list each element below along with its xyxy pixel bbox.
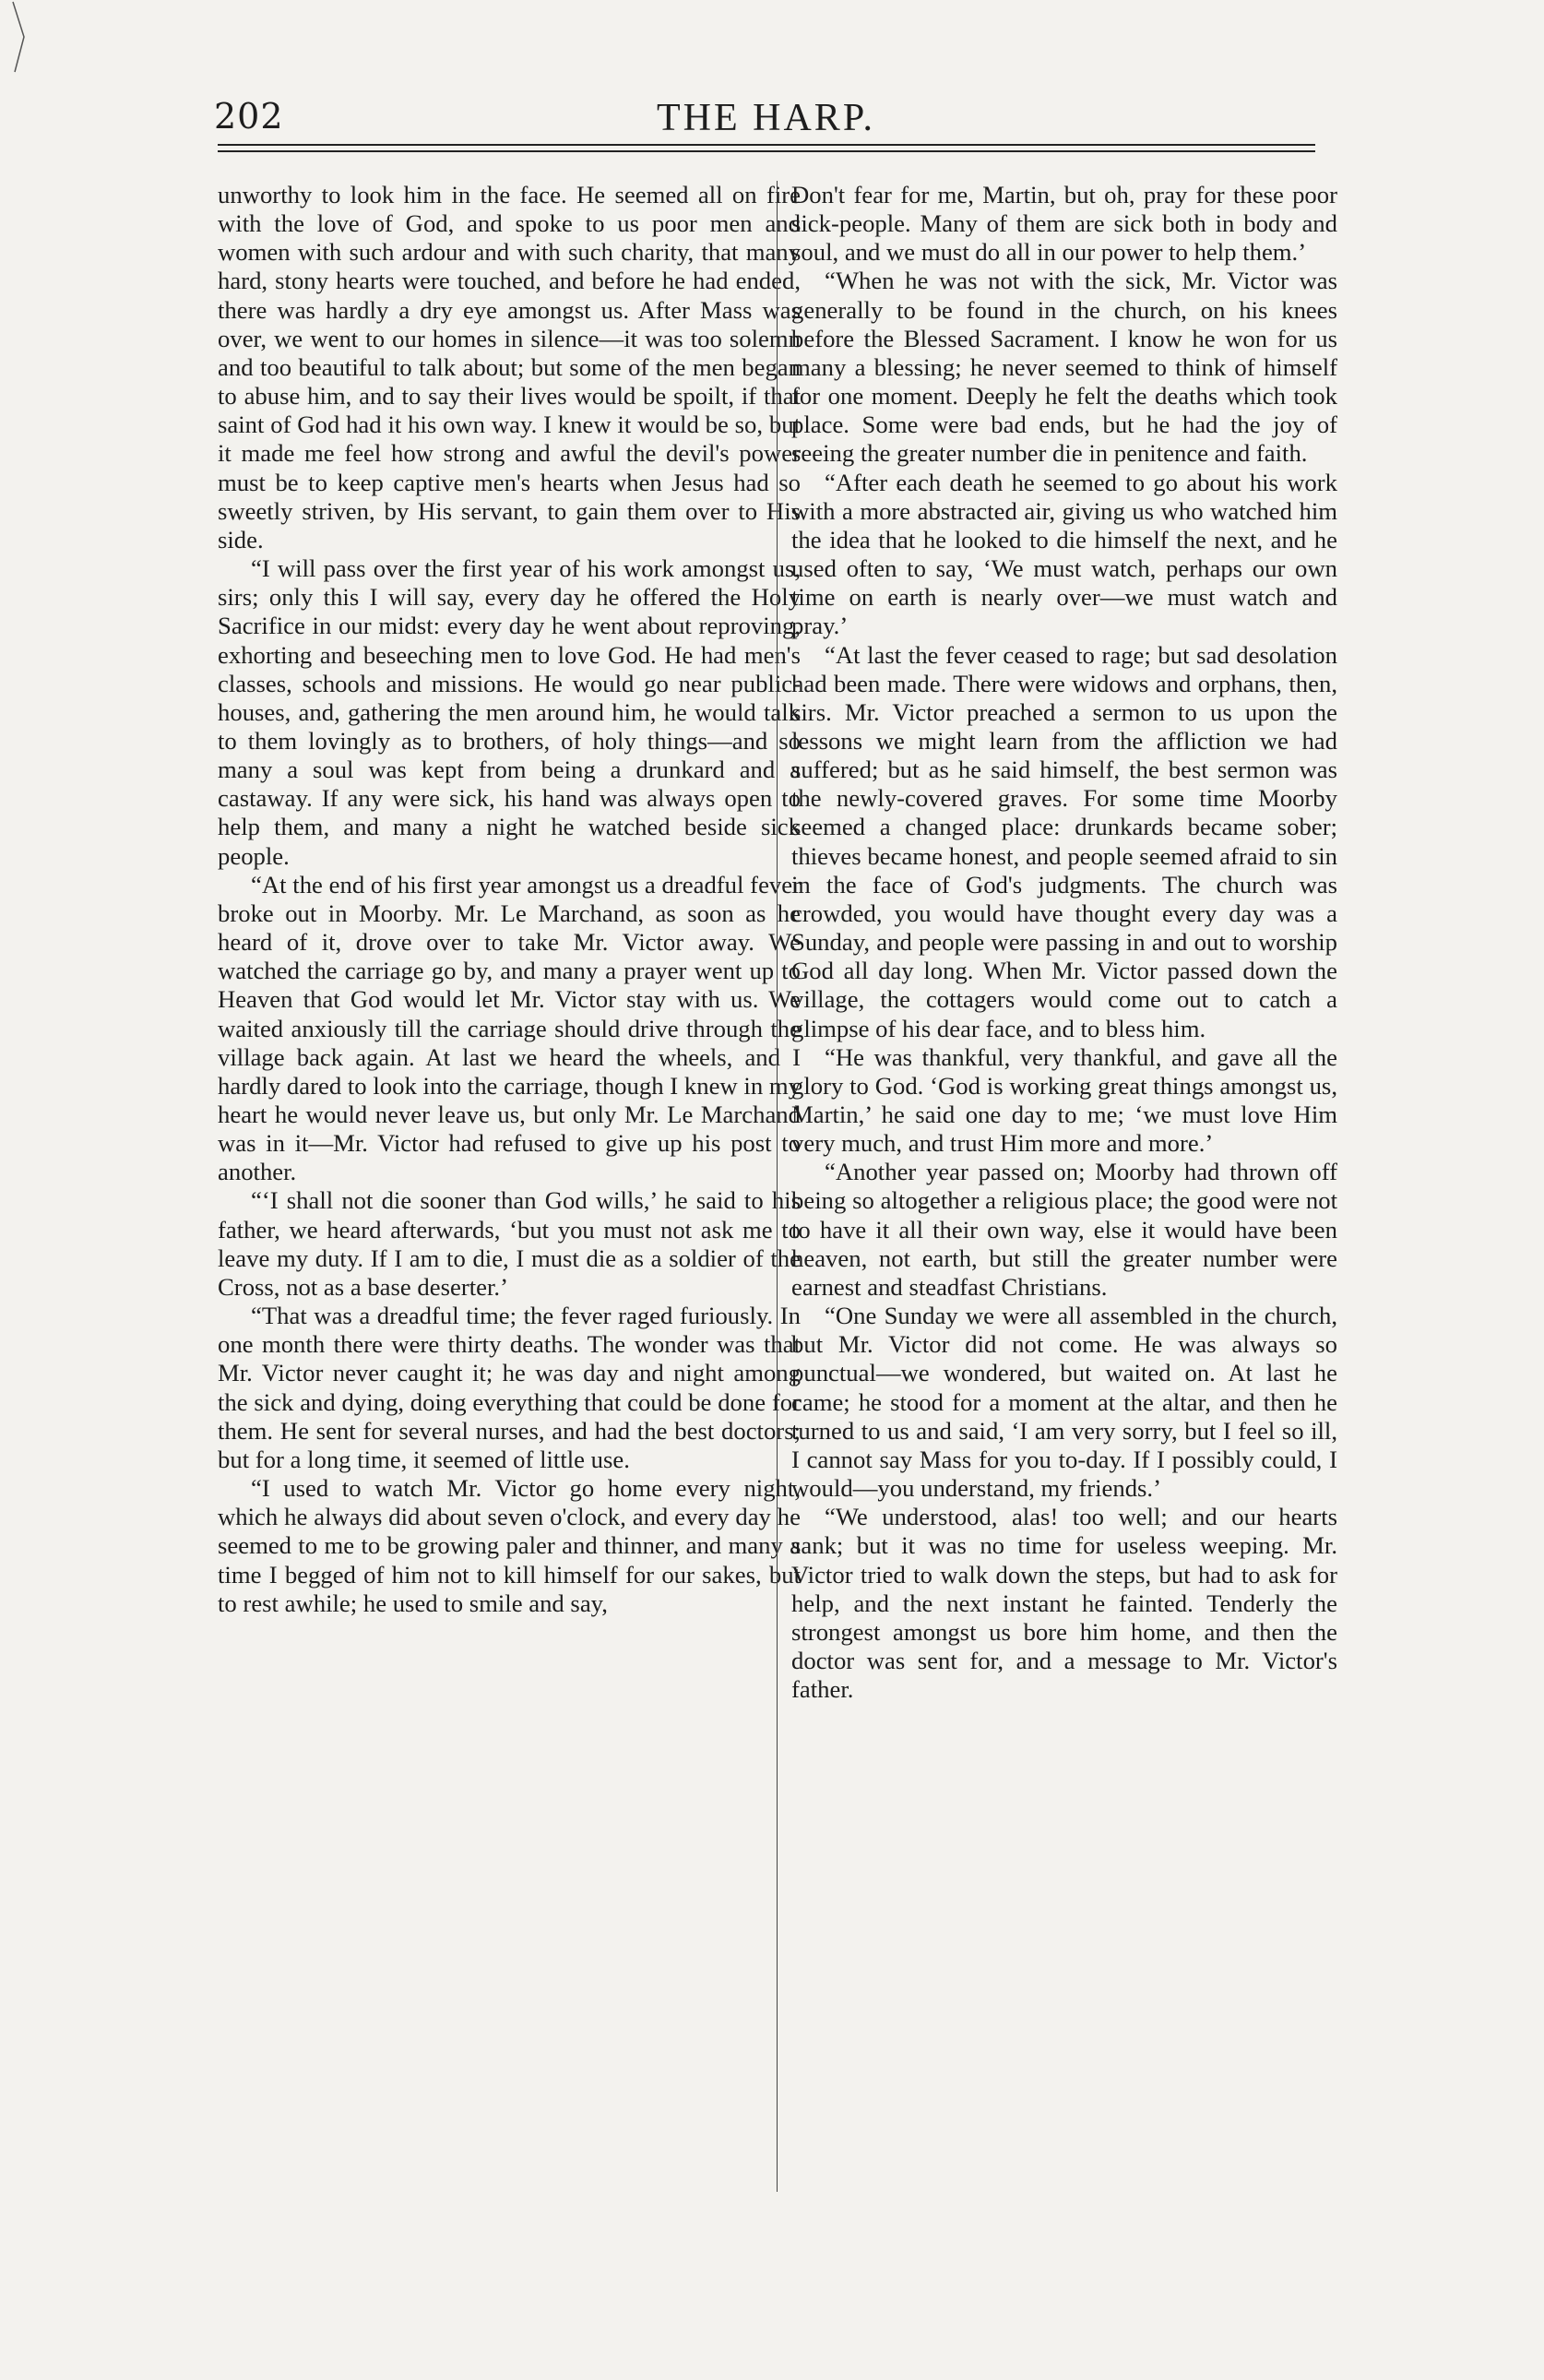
paragraph: “We understood, alas! too well; and our hearts sank; but it was no time for useless weeping. Mr. Victor tried to walk down the steps, but had to ask for help, and the next instant he fainted. Tenderly the strongest amongst us bore him home, and then the doctor was sent for, and a message to Mr. Victor's father. [791, 1503, 1337, 1704]
header-rule-bottom [218, 150, 1315, 152]
paragraph: “One Sunday we were all assembled in the church, but Mr. Victor did not come. He was always so punctual—we wondered, but waited on. At last he came; he stood for a moment at the altar, and then he turned to us and said, ‘I am very sorry, but I feel so ill, I cannot say Mass for you to-day. If I possibly could, I would—you understand, my friends.’ [791, 1302, 1337, 1503]
column-divider [777, 181, 778, 2192]
paragraph: Don't fear for me, Martin, but oh, pray for these poor sick-people. Many of them are sick both in body and soul, and we must do all in our power to help them.’ [791, 181, 1337, 267]
paragraph: “I will pass over the first year of his work amongst us, sirs; only this I will say, every day he offered the Holy Sacrifice in our midst: every day he went about reproving, exhorting and beseeching men to love God. He had men's classes, schools and missions. He would go near public-houses, and, gathering the men around him, he would talk to them lovingly as to brothers, of holy things—and so many a soul was kept from being a drunkard and a castaway. If any were sick, his hand was always open to help them, and many a night he watched beside sick people. [218, 554, 801, 870]
paragraph: “He was thankful, very thankful, and gave all the glory to God. ‘God is working great things amongst us, Martin,’ he said one day to me; ‘we must love Him very much, and trust Him more and more.’ [791, 1042, 1337, 1158]
paragraph: unworthy to look him in the face. He seemed all on fire with the love of God, and spoke to us poor men and women with such ardour and with such charity, that many hard, stony hearts were touched, and before he had ended, there was hardly a dry eye amongst us. After Mass was over, we went to our homes in silence—it was too solemn and too beautiful to talk about; but some of the men began to abuse him, and to say their lives would be spoilt, if that saint of God had it his own way. I knew it would be so, but it made me feel how strong and awful the devil's power must be to keep captive men's hearts when Jesus had so sweetly striven, by His servant, to gain them over to His side. [218, 181, 801, 553]
paragraph: “At the end of his first year amongst us a dreadful fever broke out in Moorby. Mr. Le Marchand, as soon as he heard of it, drove over to take Mr. Victor away. We watched the carriage go by, and many a prayer went up to Heaven that God would let Mr. Victor stay with us. We waited anxiously till the carriage should drive through the village back again. At last we heard the wheels, and I hardly dared to look into the carriage, though I knew in my heart he would never leave us, but only Mr. Le Marchand was in it—Mr. Victor had refused to give up his post to another. [218, 870, 801, 1186]
running-title: THE HARP. [657, 97, 876, 139]
right-column [791, 181, 1337, 2275]
paragraph: “‘I shall not die sooner than God wills,’ he said to his father, we heard afterwards, ‘but you must not ask me to leave my duty. If I am to die, I must die as a soldier of the Cross, not as a base deserter.’ [218, 1186, 801, 1301]
paragraph: “Another year passed on; Moorby had thrown off being so altogether a religious place; the good were not to have it all their own way, else it would have been heaven, not earth, but still the greater number were earnest and steadfast Christians. [791, 1158, 1337, 1301]
paragraph: “At last the fever ceased to rage; but sad desolation had been made. There were widows and orphans, then, sirs. Mr. Victor preached a sermon to us upon the lessons we might learn from the affliction we had suffered; but as he said himself, the best sermon was the newly-covered graves. For some time Moorby seemed a changed place: drunkards became sober; thieves became honest, and people seemed afraid to sin in the face of God's judgments. The church was crowded, you would have thought every day was a Sunday, and people were passing in and out to worship God all day long. When Mr. Victor passed down the village, the cottagers would come out to catch a glimpse of his dear face, and to bless him. [791, 640, 1337, 1042]
paragraph: “I used to watch Mr. Victor go home every night, which he always did about seven o'clock, and every day he seemed to me to be growing paler and thinner, and many a time I begged of him not to kill himself for our sakes, but to rest awhile; he used to smile and say, [218, 1474, 801, 1617]
header-rule-top [218, 144, 1315, 146]
margin-pencil-mark [6, 0, 42, 74]
paragraph: “That was a dreadful time; the fever raged furiously. In one month there were thirty deaths. The wonder was that Mr. Victor never caught it; he was day and night among the sick and dying, doing everything that could be done for them. He sent for several nurses, and had the best doctors; but for a long time, it seemed of little use. [218, 1302, 801, 1473]
page-number: 202 [214, 96, 284, 137]
left-column [218, 181, 801, 2275]
paragraph: “After each death he seemed to go about his work with a more abstracted air, giving us who watched him the idea that he looked to die himself the next, and he used often to say, ‘We must watch, perhaps our own time on earth is nearly over—we must watch and pray.’ [791, 468, 1337, 640]
page-header [214, 96, 1313, 142]
paragraph: “When he was not with the sick, Mr. Victor was generally to be found in the church, on his knees before the Blessed Sacrament. I know he won for us many a blessing; he never seemed to think of himself for one moment. Deeply he felt the deaths which took place. Some were bad ends, but he had the joy of seeing the greater number die in penitence and faith. [791, 267, 1337, 468]
